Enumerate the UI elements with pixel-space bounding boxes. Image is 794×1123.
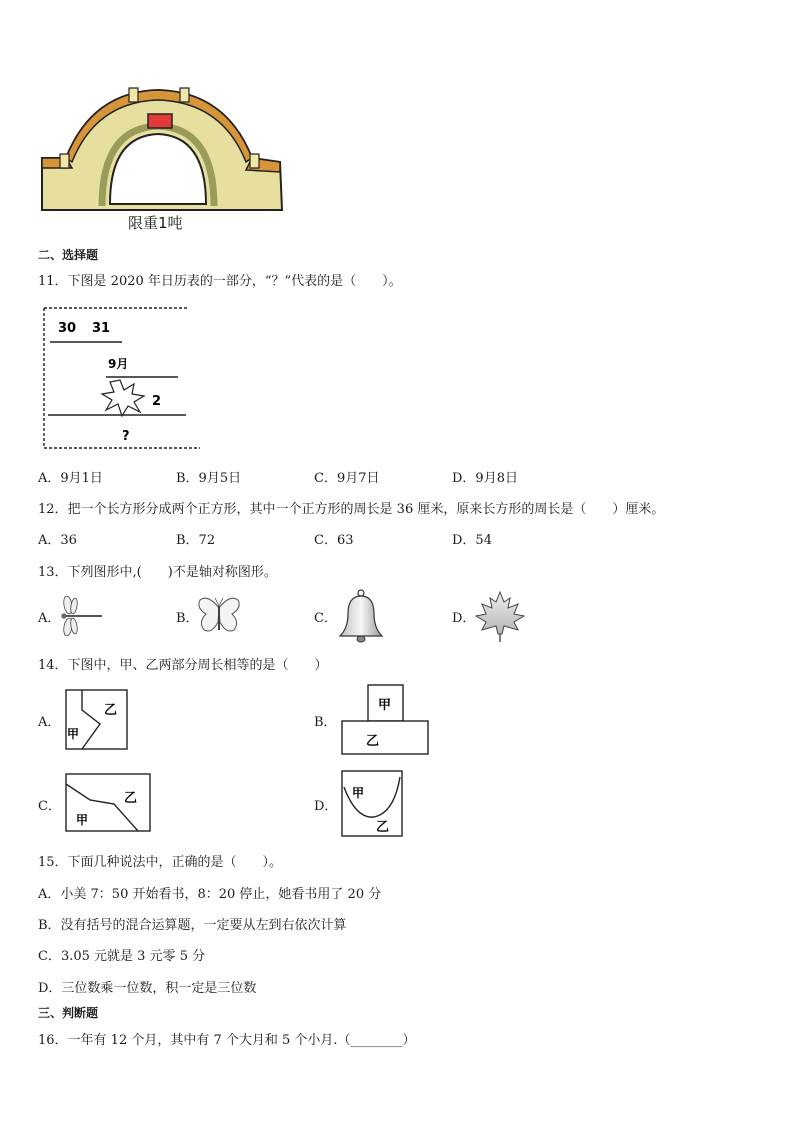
q15-option-d[interactable]: D．三位数乘一位数，积一定是三位数	[38, 981, 257, 996]
cal-unknown: ?	[122, 429, 130, 444]
q14-figure-d[interactable]	[340, 769, 406, 839]
q14d-jia: 甲	[352, 786, 365, 800]
cal-month: 9月	[108, 357, 129, 371]
bridge-caption: 限重1吨	[128, 214, 183, 232]
q15-option-c[interactable]: C．3.05 元就是 3 元零 5 分	[38, 949, 206, 964]
q14-stem: 14．下图中，甲、乙两部分周长相等的是（ ）	[38, 658, 328, 673]
q14-figure-b[interactable]	[340, 683, 432, 757]
q15-stem: 15．下面几种说法中，正确的是（ ）。	[38, 855, 283, 870]
q14a-jia: 甲	[67, 727, 80, 741]
q14-figure-a[interactable]	[64, 688, 130, 752]
cal-31: 31	[92, 321, 111, 336]
q14b-jia: 甲	[378, 698, 392, 713]
q15-option-b[interactable]: B．没有括号的混合运算题，一定要从左到右依次计算	[38, 918, 347, 933]
q11-option-d[interactable]: D．9月8日	[452, 471, 518, 486]
section-2-title: 二、选择题	[38, 248, 99, 262]
q14d-yi: 乙	[376, 820, 390, 835]
q13-label-d[interactable]: D．	[452, 611, 476, 626]
q11-option-b[interactable]: B．9月5日	[176, 471, 242, 486]
bell-icon[interactable]	[336, 588, 386, 644]
q13-label-b[interactable]: B．	[176, 611, 199, 626]
cal-day-2: 2	[152, 394, 162, 409]
q13-label-c[interactable]: C．	[314, 611, 337, 626]
butterfly-icon[interactable]	[196, 594, 242, 638]
burst-icon	[102, 380, 144, 416]
q16-stem[interactable]: 16．一年有 12 个月，其中有 7 个大月和 5 个小月.（________）	[38, 1033, 416, 1048]
q11-option-a[interactable]: A．9月1日	[38, 471, 103, 486]
q12-stem: 12．把一个长方形分成两个正方形，其中一个正方形的周长是 36 厘米，原来长方形的周长是（ ）厘米。	[38, 502, 665, 517]
q12-option-c[interactable]: C．63	[314, 533, 354, 548]
q14b-yi: 乙	[366, 734, 380, 749]
q14-label-b[interactable]: B．	[314, 715, 337, 730]
maple-leaf-icon[interactable]	[474, 590, 526, 642]
q14-label-d[interactable]: D．	[314, 799, 338, 814]
q14-label-a[interactable]: A．	[38, 715, 61, 730]
q11-calendar-figure	[40, 300, 205, 455]
q12-option-a[interactable]: A．36	[38, 533, 77, 548]
q14a-yi: 乙	[104, 703, 118, 718]
q14-label-c[interactable]: C．	[38, 799, 61, 814]
q13-stem: 13．下列图形中,( )不是轴对称图形。	[38, 565, 277, 580]
q12-option-b[interactable]: B．72	[176, 533, 216, 548]
q14c-yi: 乙	[124, 791, 138, 806]
q11-option-c[interactable]: C．9月7日	[314, 471, 380, 486]
q11-stem: 11．下图是 2020 年日历表的一部分，“？”代表的是（ ）。	[38, 274, 402, 289]
dragonfly-icon[interactable]	[56, 596, 104, 636]
cal-30: 30	[58, 321, 77, 336]
q14c-jia: 甲	[76, 813, 89, 827]
q15-option-a[interactable]: A．小美 7：50 开始看书，8：20 停止，她看书用了 20 分	[38, 887, 382, 902]
q12-option-d[interactable]: D．54	[452, 533, 492, 548]
q13-label-a[interactable]: A．	[38, 611, 61, 626]
q14-figure-c[interactable]	[64, 772, 154, 834]
section-3-title: 三、判断题	[38, 1006, 99, 1020]
bridge-illustration	[36, 82, 286, 214]
